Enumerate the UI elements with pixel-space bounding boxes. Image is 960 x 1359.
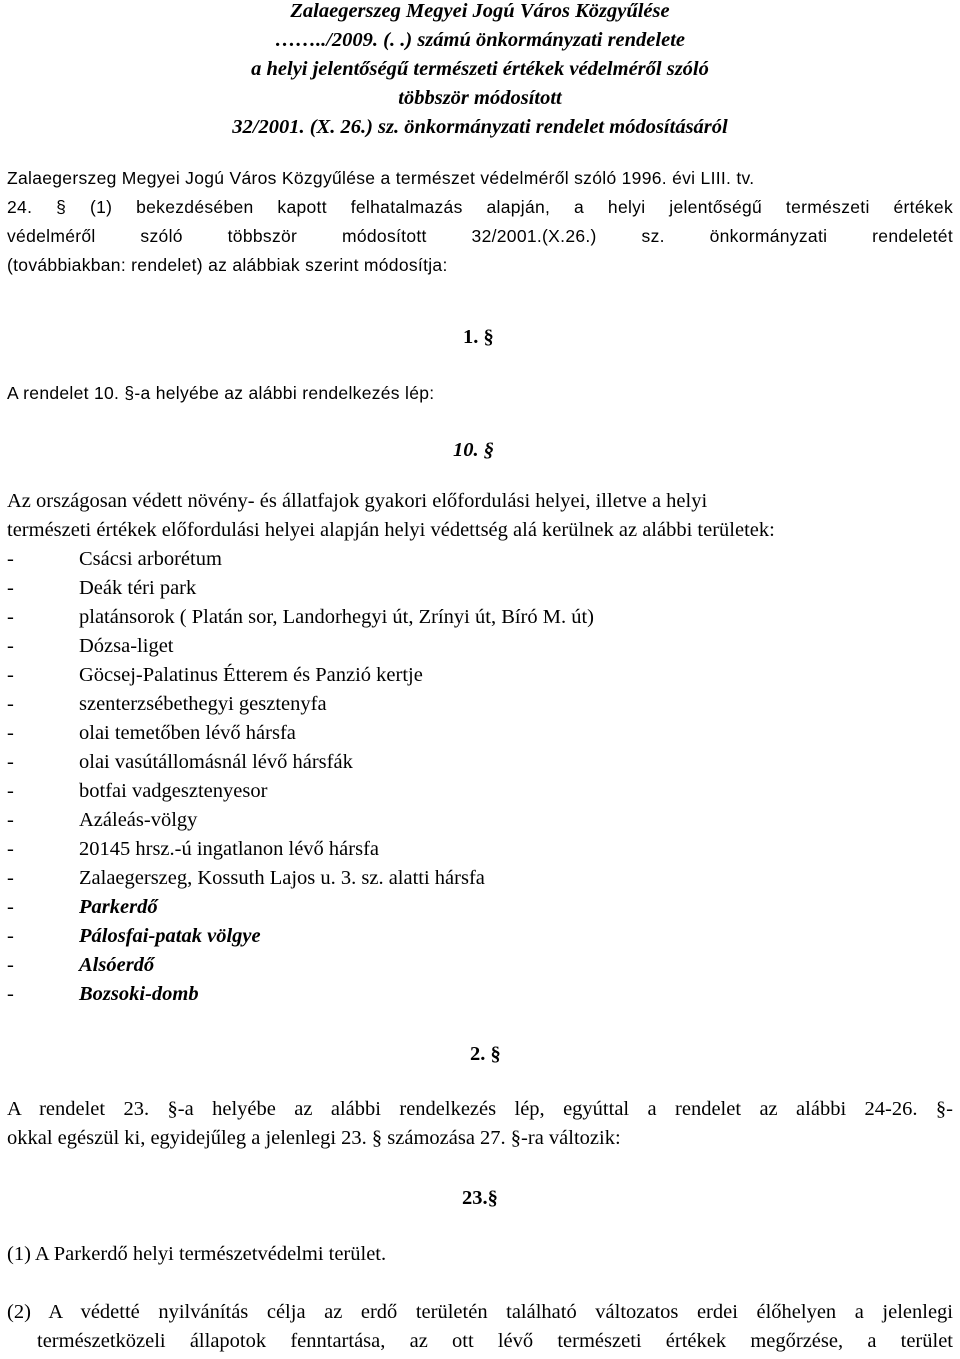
list-item-text: Csácsi arborétum [79,548,222,570]
subsection-line: (2) A védetté nyilvánítás célja az erdő területén található változatos erdei élőhelyen a jelenlegi [7,1301,953,1323]
list-bullet: - [7,925,14,947]
list-item-text: Dózsa-liget [79,635,174,657]
section-text-line: A rendelet 23. §-a helyébe az alábbi rendelkezés lép, egyúttal a rendelet az alábbi 24-26. §- [7,1098,953,1120]
preamble-line: (továbbiakban: rendelet) az alábbiak szerint módosítja: [7,255,448,275]
list-item-text: Parkerdő [79,896,158,918]
subsection-1: (1) A Parkerdő helyi természetvédelmi terület. [7,1243,387,1265]
subsection-line: természetközeli állapotok fenntartása, az ott lévő természeti értékek megőrzése, a terület [37,1330,953,1352]
list-item-text: Deák téri park [79,577,197,599]
list-item [7,748,953,777]
preamble-line: Zalaegerszeg Megyei Jogú Város Közgyűlése a természet védelméről szóló 1996. évi LIII. tv. [7,168,755,188]
list-item [7,835,953,864]
list-item [7,690,953,719]
title-line: a helyi jelentőségű természeti értékek védelméről szóló [251,58,709,80]
section-heading: 1. § [463,326,494,348]
list-bullet: - [7,983,14,1005]
paragraph-line: természeti értékek előfordulási helyei alapján helyi védettség alá kerülnek az alábbi területek: [7,519,775,541]
list-item-text: platánsorok ( Platán sor, Landorhegyi út, Zrínyi út, Bíró M. út) [79,606,595,628]
list-item [7,661,953,690]
list-bullet: - [7,780,14,802]
list-bullet: - [7,954,14,976]
section-text: A rendelet 10. §-a helyébe az alábbi rendelkezés lép: [7,383,435,403]
list-bullet: - [7,606,14,628]
protected-areas-list [7,545,953,1009]
list-item-text: Alsóerdő [79,954,155,976]
list-item-text: Zalaegerszeg, Kossuth Lajos u. 3. sz. alatti hársfa [79,867,485,889]
section-text-line: okkal egészül ki, egyidejűleg a jelenlegi 23. § számozása 27. §-ra változik: [7,1127,621,1149]
preamble [7,164,953,280]
list-bullet: - [7,664,14,686]
list-item-text: szenterzsébethegyi gesztenyfa [79,693,327,715]
section-text [7,1095,953,1153]
list-item [7,777,953,806]
list-bullet: - [7,809,14,831]
list-bullet: - [7,722,14,744]
list-bullet: - [7,548,14,570]
list-bullet: - [7,896,14,918]
section-heading: 2. § [470,1043,501,1065]
list-bullet: - [7,577,14,599]
subsection-2 [7,1298,953,1356]
title-line: 32/2001. (X. 26.) sz. önkormányzati rendelet módosításáról [232,116,728,138]
list-item [7,603,953,632]
list-item [7,893,953,922]
list-item-text: 20145 hrsz.-ú ingatlanon lévő hársfa [79,838,380,860]
list-bullet: - [7,867,14,889]
title-line: Zalaegerszeg Megyei Jogú Város Közgyűlése [290,0,670,22]
paragraph-heading: 23.§ [462,1187,498,1209]
list-item [7,719,953,748]
list-item [7,864,953,893]
paragraph-heading: 10. § [453,439,494,461]
list-item-text: olai vasútállomásnál lévő hársfák [79,751,353,773]
title-line: többször módosított [398,87,562,109]
list-item-text: Azáleás-völgy [79,809,198,831]
paragraph-10 [7,487,953,1009]
preamble-line: védelméről szóló többször módosított 32/2001.(X.26.) sz. önkormányzati rendeletét [7,226,953,246]
list-item [7,922,953,951]
list-item [7,632,953,661]
list-bullet: - [7,635,14,657]
paragraph-line: Az országosan védett növény- és állatfajok gyakori előfordulási helyei, illetve a helyi [7,490,708,512]
list-item [7,545,953,574]
list-bullet: - [7,751,14,773]
list-bullet: - [7,838,14,860]
document-page [7,0,953,1352]
list-item-text: Pálosfai-patak völgye [79,925,261,947]
list-bullet: - [7,693,14,715]
document-title [7,0,953,142]
list-item-text: olai temetőben lévő hársfa [79,722,296,744]
list-item [7,574,953,603]
list-item-text: botfai vadgesztenyesor [79,780,268,802]
preamble-line: 24. § (1) bekezdésében kapott felhatalmazás alapján, a helyi jelentőségű természeti értékek [7,197,953,217]
list-item-text: Göcsej-Palatinus Étterem és Panzió kertje [79,664,423,686]
list-item [7,980,953,1009]
list-item-text: Bozsoki-domb [79,983,199,1005]
list-item [7,951,953,980]
title-line: ……../2009. (. .) számú önkormányzati rendelete [274,29,685,51]
list-item [7,806,953,835]
